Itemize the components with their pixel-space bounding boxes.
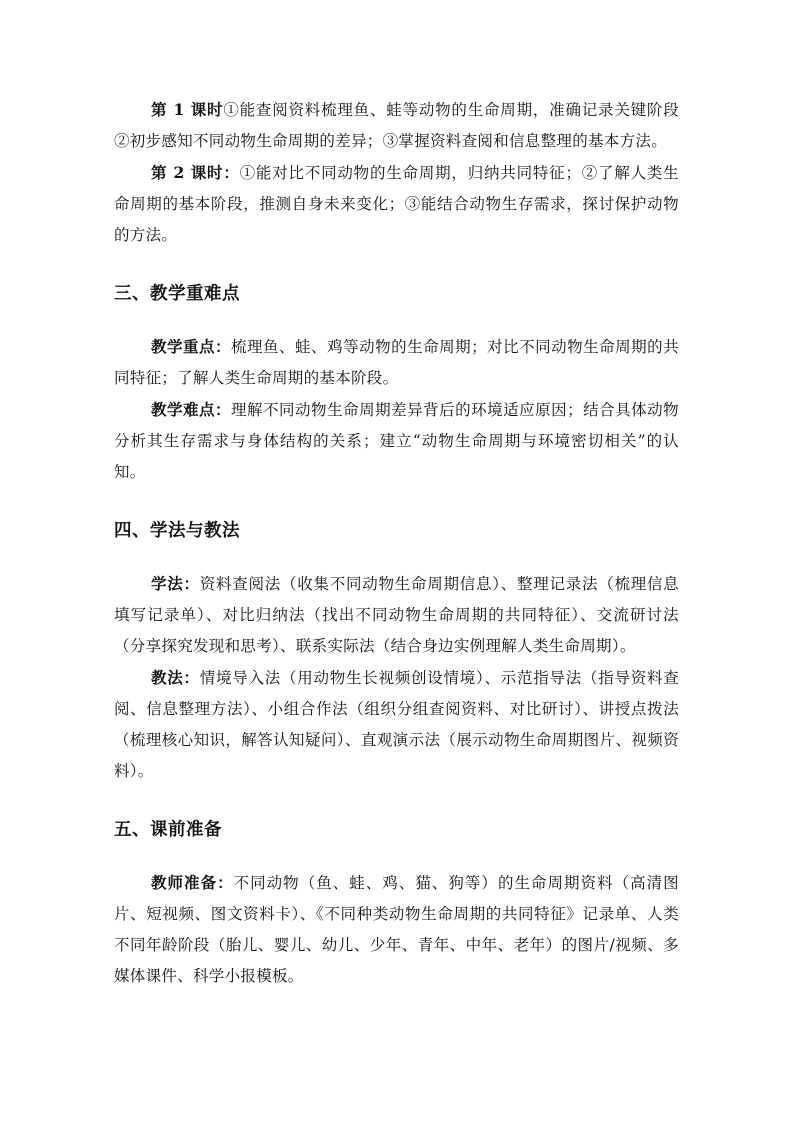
section-heading-methods: 四、学法与教法 [114, 521, 240, 541]
teaching-key-text: 梳理鱼、蛙、鸡等动物的生命周期；对比不同动物生命周期的共同特征；了解人类生命周期的基本阶段。 [114, 338, 679, 387]
teaching-methods-text: 情境导入法（用动物生长视频创设情境）、示范指导法（指导资料查阅、信息整理方法）、小组合作法（组织分组查阅资料、对比研讨）、讲授点拨法（梳理核心知识，解答认知疑问）、直观演示法（展示动物生命周期图片、视频资料）。 [114, 669, 679, 780]
teacher-preparation [114, 867, 679, 992]
teaching-difficult-label: 教学难点： [151, 400, 232, 419]
lesson1-objectives [114, 94, 679, 157]
teaching-methods [114, 662, 679, 787]
lesson2-objectives [114, 157, 679, 251]
teacher-preparation-label: 教师准备： [151, 873, 234, 892]
document-page [114, 94, 679, 992]
teaching-difficult-points [114, 394, 679, 488]
lesson1-text: ①能查阅资料梳理鱼、蛙等动物的生命周期，准确记录关键阶段②初步感知不同动物生命周期的差异；③掌握资料查阅和信息整理的基本方法。 [114, 101, 679, 150]
learning-methods-label: 学法： [151, 574, 200, 593]
learning-methods-text: 资料查阅法（收集不同动物生命周期信息）、整理记录法（梳理信息填写记录单）、对比归纳法（找出不同动物生命周期的共同特征）、交流研讨法（分享探究发现和思考）、联系实际法（结合身边实例理解人类生命周期）。 [114, 575, 679, 655]
section-heading-preparation: 五、课前准备 [114, 820, 222, 840]
teaching-difficult-text: 理解不同动物生命周期差异背后的环境适应原因；结合具体动物分析其生存需求与身体结构的关系；建立“动物生命周期与环境密切相关”的认知。 [114, 401, 679, 481]
teaching-key-points [114, 331, 679, 394]
teaching-key-label: 教学重点： [151, 337, 232, 356]
lesson2-label: 第 2 课时： [151, 163, 240, 182]
teaching-methods-label: 教法： [151, 668, 200, 687]
teacher-preparation-text: 不同动物（鱼、蛙、鸡、猫、狗等）的生命周期资料（高清图片、短视频、图文资料卡）、《不同种类动物生命周期的共同特征》记录单、人类不同年龄阶段（胎儿、婴儿、幼儿、少年、青年、中年、老年）的图片/视频、多媒体课件、科学小报模板。 [114, 874, 679, 985]
section-heading-key-points: 三、教学重难点 [114, 284, 240, 304]
learning-methods [114, 568, 679, 662]
lesson2-text: ①能对比不同动物的生命周期，归纳共同特征；②了解人类生命周期的基本阶段，推测自身未来变化；③能结合动物生存需求，探讨保护动物的方法。 [114, 164, 679, 244]
lesson1-label: 第 1 课时 [151, 100, 224, 119]
